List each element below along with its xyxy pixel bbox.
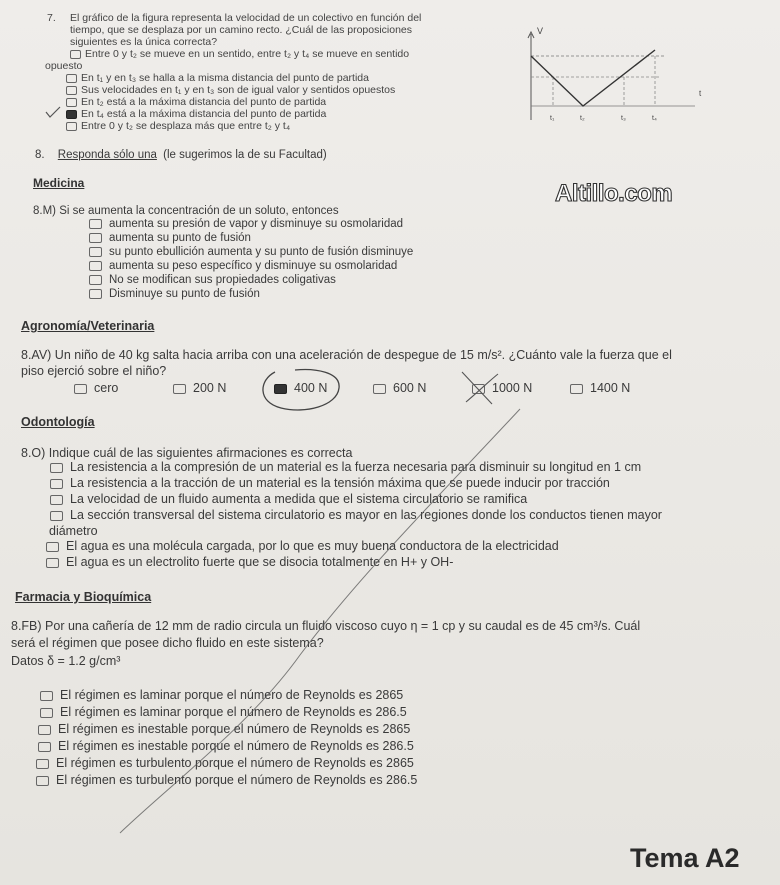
medicina-option-1[interactable]: aumenta su presión de vapor y disminuye su osmolaridad bbox=[89, 217, 403, 231]
checkbox-icon[interactable] bbox=[40, 691, 53, 701]
odontologia-option-2[interactable]: La resistencia a la tracción de un material es la tensión máxima que se puede inducir por tracción bbox=[50, 476, 610, 491]
q7-number: 7. bbox=[47, 12, 56, 24]
graph-tick-t1: t₁ bbox=[550, 115, 555, 122]
agronomia-option-5[interactable]: 1000 N bbox=[472, 381, 532, 396]
handwritten-cross-mark bbox=[458, 368, 508, 408]
checkbox-icon[interactable] bbox=[89, 247, 102, 257]
medicina-heading: Medicina bbox=[33, 176, 85, 190]
checkbox-icon[interactable] bbox=[66, 86, 77, 95]
checkbox-icon[interactable] bbox=[50, 495, 63, 505]
medicina-option-4[interactable]: aumenta su peso específico y disminuye su osmolaridad bbox=[89, 259, 397, 273]
checkbox-icon[interactable] bbox=[50, 479, 63, 489]
q7-option-2[interactable]: En t₁ y en t₃ se halla a la misma distancia del punto de partida bbox=[66, 73, 369, 84]
checkbox-icon[interactable] bbox=[50, 511, 63, 521]
q8-prompt bbox=[35, 149, 327, 161]
checkbox-icon[interactable] bbox=[36, 759, 49, 769]
checkbox-icon[interactable] bbox=[36, 776, 49, 786]
checkbox-icon[interactable] bbox=[66, 74, 77, 83]
checkbox-icon[interactable] bbox=[50, 463, 63, 473]
medicina-option-6[interactable]: Disminuye su punto de fusión bbox=[89, 287, 260, 301]
graph-velocity-line bbox=[531, 50, 655, 106]
medicina-option-3[interactable]: su punto ebullición aumenta y su punto de fusión disminuye bbox=[89, 245, 413, 259]
checkbox-icon[interactable] bbox=[40, 708, 53, 718]
q7-line1: El gráfico de la figura representa la velocidad de un colectivo en función del bbox=[70, 12, 422, 24]
odontologia-heading: Odontología bbox=[21, 415, 95, 429]
farmacia-heading: Farmacia y Bioquímica bbox=[15, 590, 152, 604]
checkbox-icon[interactable] bbox=[38, 742, 51, 752]
agronomia-line2: piso ejerció sobre el niño? bbox=[21, 364, 167, 378]
checkbox-icon[interactable] bbox=[66, 122, 77, 131]
checkbox-icon[interactable] bbox=[38, 725, 51, 735]
q7-option-3[interactable]: Sus velocidades en t₁ y en t₃ son de igual valor y sentidos opuestos bbox=[66, 85, 395, 96]
checkbox-icon[interactable] bbox=[89, 233, 102, 243]
checkbox-icon[interactable] bbox=[570, 384, 583, 394]
agronomia-option-3[interactable]: 400 N bbox=[274, 381, 327, 396]
q7-option-4[interactable]: En t₂ está a la máxima distancia del punto de partida bbox=[66, 97, 326, 108]
tema-label: Tema A2 bbox=[630, 843, 740, 873]
checkbox-icon[interactable] bbox=[89, 219, 102, 229]
agronomia-line1: 8.AV) Un niño de 40 kg salta hacia arriba con una aceleración de despegue de 15 m/s². ¿Cuánto vale la fuerza que el bbox=[21, 348, 672, 362]
q7-option-1-cont: opuesto bbox=[45, 60, 83, 72]
q7-line3: siguientes es la única correcta? bbox=[70, 36, 218, 48]
q7-option-5[interactable]: En t₄ está a la máxima distancia del punto de partida bbox=[66, 109, 326, 120]
odontologia-option-5[interactable]: El agua es una molécula cargada, por lo que es muy buena conductora de la electricidad bbox=[46, 539, 559, 554]
odontologia-option-4-cont: diámetro bbox=[49, 524, 98, 538]
farmacia-option-3[interactable]: El régimen es inestable porque el número de Reynolds es 2865 bbox=[38, 722, 410, 737]
checkbox-icon[interactable] bbox=[46, 542, 59, 552]
odontologia-question: 8.O) Indique cuál de las siguientes afirmaciones es correcta bbox=[21, 446, 353, 460]
checkbox-icon[interactable] bbox=[373, 384, 386, 394]
checkbox-icon[interactable] bbox=[89, 261, 102, 271]
agronomia-heading: Agronomía/Veterinaria bbox=[21, 319, 155, 333]
q8-number: 8. bbox=[35, 149, 45, 161]
q8-prompt-main: Responda sólo una bbox=[57, 149, 157, 161]
checkbox-icon[interactable] bbox=[89, 275, 102, 285]
altillo-logo: Altillo.com bbox=[555, 180, 673, 207]
checked-checkbox-icon[interactable] bbox=[66, 110, 77, 119]
handwritten-diagonal-strike bbox=[110, 405, 530, 835]
q8-prompt-rest: (le sugerimos la de su Facultad) bbox=[163, 149, 327, 161]
farmacia-option-2[interactable]: El régimen es laminar porque el número de Reynolds es 286.5 bbox=[40, 705, 407, 720]
q7-option-1[interactable]: Entre 0 y t₂ se mueve en un sentido, entre t₂ y t₄ se mueve en sentido bbox=[70, 49, 409, 60]
medicina-question: 8.M) Si se aumenta la concentración de un soluto, entonces bbox=[33, 205, 339, 217]
handwritten-check-mark bbox=[44, 105, 64, 119]
graph-tick-t3: t₃ bbox=[621, 115, 626, 122]
graph-tick-t2: t₂ bbox=[580, 115, 585, 122]
farmacia-option-5[interactable]: El régimen es turbulento porque el número de Reynolds es 2865 bbox=[36, 756, 414, 771]
graph-x-label: t bbox=[699, 89, 702, 98]
checkbox-icon[interactable] bbox=[173, 384, 186, 394]
agronomia-option-6[interactable]: 1400 N bbox=[570, 381, 630, 396]
farmacia-line2: será el régimen que posee dicho fluido en este sistema? bbox=[11, 636, 324, 650]
agronomia-option-2[interactable]: 200 N bbox=[173, 381, 226, 396]
farmacia-option-1[interactable]: El régimen es laminar porque el número de Reynolds es 2865 bbox=[40, 688, 403, 703]
checkbox-icon[interactable] bbox=[46, 558, 59, 568]
odontologia-option-3[interactable]: La velocidad de un fluido aumenta a medida que el sistema circulatorio se ramifica bbox=[50, 492, 527, 507]
velocity-time-graph bbox=[515, 22, 705, 130]
farmacia-option-6[interactable]: El régimen es turbulento porque el número de Reynolds es 286.5 bbox=[36, 773, 417, 788]
medicina-option-5[interactable]: No se modifican sus propiedades coligativas bbox=[89, 273, 336, 287]
checkbox-icon[interactable] bbox=[70, 50, 81, 59]
graph-tick-t4: t₄ bbox=[652, 115, 657, 122]
odontologia-option-6[interactable]: El agua es un electrolito fuerte que se disocia totalmente en H+ y OH- bbox=[46, 555, 453, 570]
agronomia-option-1[interactable]: cero bbox=[74, 381, 118, 396]
checkbox-icon[interactable] bbox=[74, 384, 87, 394]
medicina-option-2[interactable]: aumenta su punto de fusión bbox=[89, 231, 251, 245]
farmacia-option-4[interactable]: El régimen es inestable porque el número de Reynolds es 286.5 bbox=[38, 739, 414, 754]
farmacia-datos: Datos δ = 1.2 g/cm³ bbox=[11, 654, 121, 668]
graph-y-label: V bbox=[537, 26, 544, 36]
checkbox-icon[interactable] bbox=[66, 98, 77, 107]
q7-line2: tiempo, que se desplaza por un camino recto. ¿Cuál de las proposiciones bbox=[70, 24, 413, 36]
checkbox-icon[interactable] bbox=[89, 289, 102, 299]
agronomia-option-4[interactable]: 600 N bbox=[373, 381, 426, 396]
odontologia-option-1[interactable]: La resistencia a la compresión de un material es la fuerza necesaria para disminuir su longitud en 1 cm bbox=[50, 460, 641, 475]
q7-option-6[interactable]: Entre 0 y t₂ se desplaza más que entre t₂ y t₄ bbox=[66, 121, 290, 132]
farmacia-line1: 8.FB) Por una cañería de 12 mm de radio circula un fluido viscoso cuyo η = 1 cp y su caudal es de 45 cm³/s. Cuál bbox=[11, 619, 641, 633]
odontologia-option-4[interactable]: La sección transversal del sistema circulatorio es mayor en las regiones donde los conductos tienen mayor bbox=[50, 508, 662, 523]
